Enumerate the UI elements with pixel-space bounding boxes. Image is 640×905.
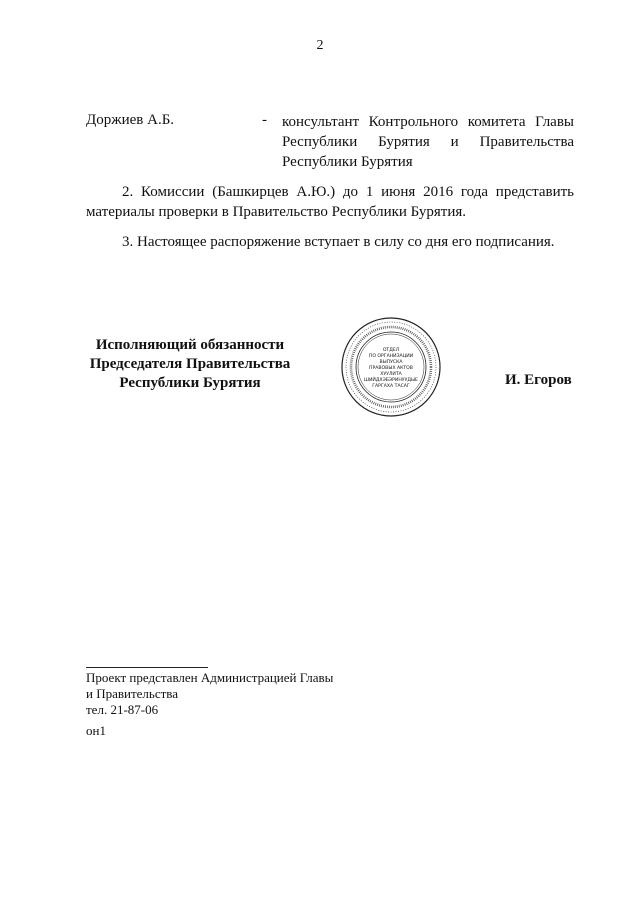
paragraph-3: 3. Настоящее распоряжение вступает в силу со дня его подписания. <box>122 234 555 250</box>
paragraph-2: 2. Комиссии (Башкирцев А.Ю.) до 1 июня 2016 года представить материалы проверки в Правительство Республики Бурятия. <box>86 184 574 220</box>
member-name: Доржиев А.Б. <box>86 112 175 128</box>
member-dash: - <box>262 112 267 128</box>
footer-line: Проект представлен Администрацией Главы <box>86 670 334 685</box>
signatory-title-line: Исполняющий обязанности <box>95 337 285 353</box>
seal-text-line: ОТДЕЛ <box>382 348 400 353</box>
footer-divider <box>86 667 208 668</box>
footer-line: тел. 21-87-06 <box>86 702 159 717</box>
footer-line: и Правительства <box>86 686 179 701</box>
document-code: он1 <box>86 723 106 738</box>
member-role: консультант Контрольного комитета Главы Республики Бурятия и Правительства Республики Бурятия <box>282 114 574 170</box>
seal-text-line: ШИЙДХЭБЭРИНУУДЫЕ <box>364 378 418 383</box>
signatory-title-line: Председателя Правительства <box>89 356 291 372</box>
seal-text-line: ПРАВОВЫХ АКТОВ <box>369 366 413 371</box>
seal-text-line: ХУУЛИТА <box>380 372 402 377</box>
seal-text-line: ВЫПУСКА <box>379 360 403 365</box>
official-seal-stamp <box>340 316 442 418</box>
seal-text-line: ГАРГАХА ТАСАГ <box>372 384 410 389</box>
page-number: 2 <box>316 38 324 53</box>
signatory-title <box>80 336 300 393</box>
footer-note <box>86 670 333 718</box>
seal-text-line: ПО ОРГАНИЗАЦИИ <box>368 354 414 359</box>
signatory-name: И. Егоров <box>505 372 572 388</box>
signatory-title-line: Республики Бурятия <box>119 375 261 391</box>
